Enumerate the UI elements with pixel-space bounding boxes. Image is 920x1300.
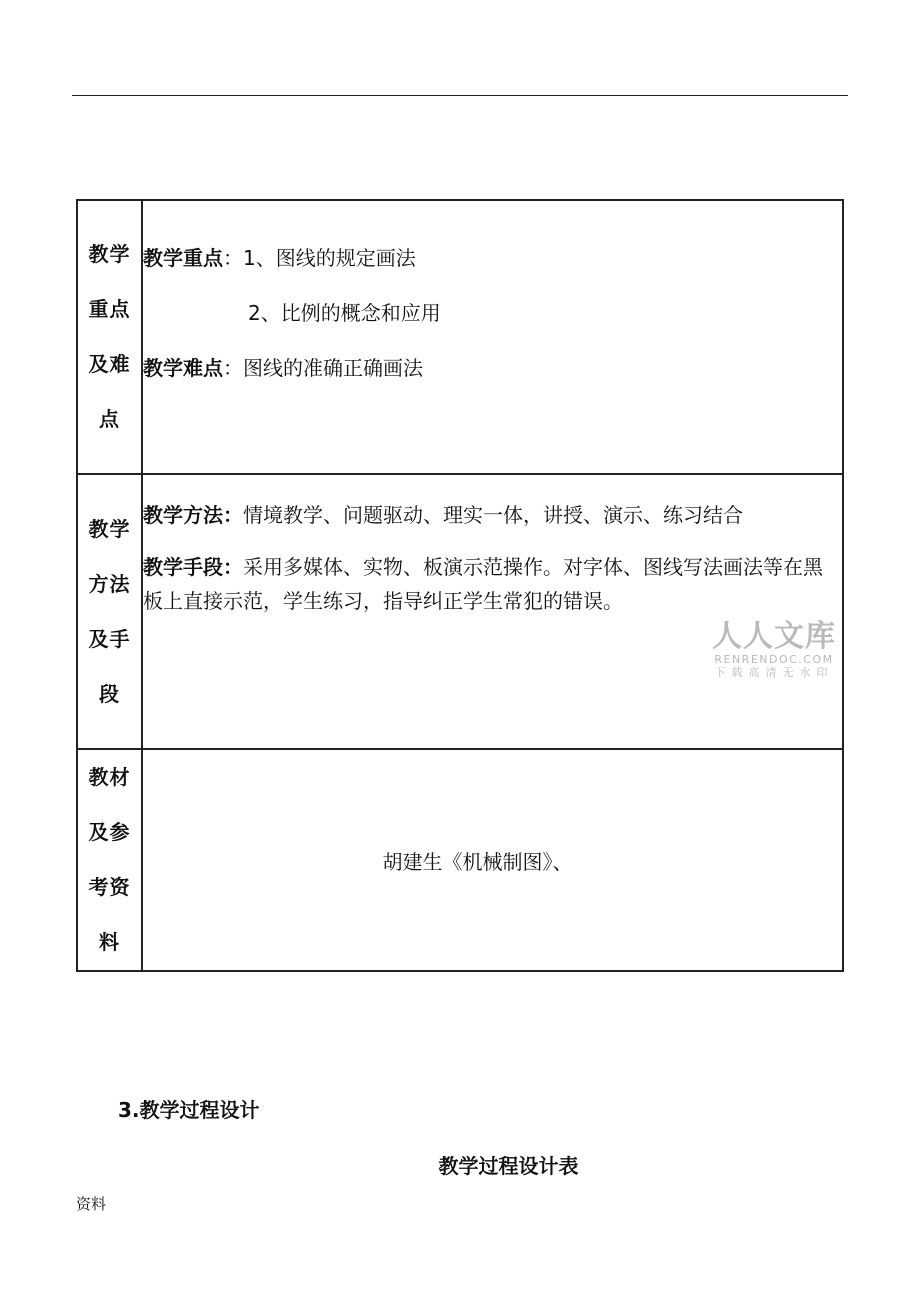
table-row-references — [77, 749, 843, 971]
header-line: 教学 — [88, 516, 131, 541]
header-line: 料 — [99, 930, 120, 954]
methods-content — [142, 474, 843, 749]
table-title: 教学过程设计表 — [438, 1154, 579, 1178]
key-points-content — [142, 200, 843, 474]
lesson-plan-table — [76, 199, 844, 972]
header-line: 教学 — [88, 242, 131, 266]
key-point-line-2: 2、比例的概念和应用 — [248, 300, 441, 325]
table-row-key-points — [77, 200, 843, 474]
header-line: 考资 — [88, 875, 131, 899]
header-line: 点 — [99, 407, 120, 431]
header-line: 及难 — [88, 352, 131, 376]
teaching-means: 教学手段：采用多媒体、实物、板演示范操作。对字体、图线写法画法等在黑板上直接示范，学生练习，指导纠正学生常犯的错误。 — [143, 555, 823, 613]
teaching-method: 教学方法：情境教学、问题驱动、理实一体，讲授、演示、练习结合 — [143, 503, 743, 527]
header-line: 教材 — [88, 765, 131, 789]
section-title: 3.教学过程设计 — [118, 1098, 260, 1122]
header-line: 重点 — [88, 297, 131, 321]
header-rule — [72, 95, 848, 96]
difficulty-line: 教学难点：图线的准确正确画法 — [143, 355, 423, 380]
table-row-methods — [77, 474, 843, 749]
page-footer: 资料 — [76, 1195, 107, 1213]
row-header-key-points — [77, 200, 142, 474]
key-point-line-1: 教学重点：1、图线的规定画法 — [143, 245, 416, 270]
reference-text: 胡建生《机械制图》、 — [382, 849, 573, 874]
header-line: 及手 — [88, 626, 131, 651]
watermark-logo: 人人文库 RENRENDOC.COM 下载高清无水印 — [712, 619, 836, 679]
header-line: 方法 — [88, 571, 131, 596]
header-line: 段 — [99, 681, 120, 706]
row-header-methods — [77, 474, 142, 749]
header-line: 及参 — [88, 820, 131, 844]
row-header-references — [77, 749, 142, 971]
references-content — [142, 749, 843, 971]
